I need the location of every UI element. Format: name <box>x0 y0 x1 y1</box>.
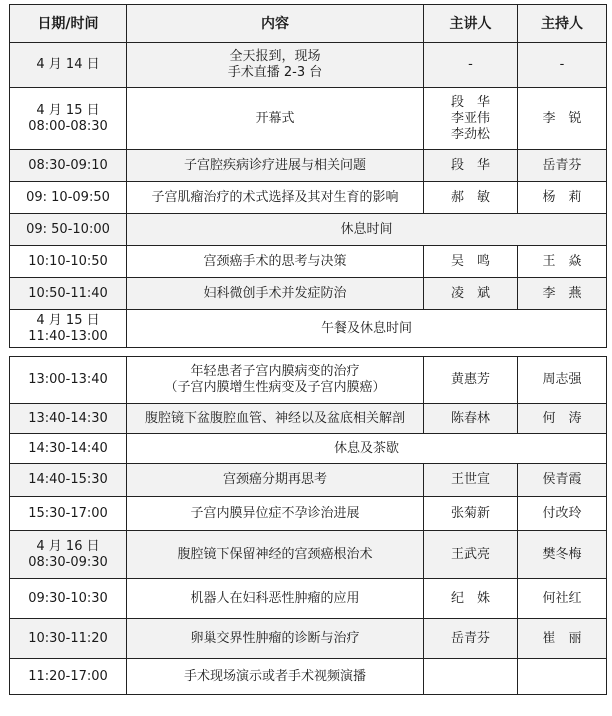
host-cell: - <box>518 43 607 88</box>
content-line: 手术直播 2-3 台 <box>227 65 323 80</box>
table-row <box>10 150 607 182</box>
content-cell: 手术现场演示或者手术视频演播 <box>127 659 424 695</box>
host-cell: 岳青芬 <box>518 150 607 182</box>
speaker-cell <box>424 88 518 150</box>
header-date: 日期/时间 <box>10 5 127 43</box>
date-cell: 08:30-09:10 <box>10 150 127 182</box>
schedule-table-top <box>9 4 607 348</box>
date-cell: 13:00-13:40 <box>10 357 127 404</box>
date-cell <box>10 310 127 348</box>
header-host: 主持人 <box>518 5 607 43</box>
date-line: 4 月 16 日 <box>36 538 100 554</box>
speaker-cell: 黄惠芳 <box>424 357 518 404</box>
content-cell: 腹腔镜下盆腹腔血管、神经以及盆底相关解剖 <box>127 404 424 434</box>
table-row <box>10 278 607 310</box>
host-cell: 何社红 <box>518 579 607 619</box>
date-cell <box>10 88 127 150</box>
speaker-cell: 凌 斌 <box>424 278 518 310</box>
content-cell: 子宫内膜异位症不孕诊治进展 <box>127 497 424 531</box>
date-line: 4 月 15 日 <box>36 102 100 118</box>
speaker-cell: 郝 敏 <box>424 182 518 214</box>
table-row <box>10 182 607 214</box>
table-row <box>10 88 607 150</box>
speaker-cell: 段 华 <box>424 150 518 182</box>
date-line: 4 月 15 日 <box>36 312 100 328</box>
date-cell: 14:30-14:40 <box>10 434 127 464</box>
date-cell: 10:30-11:20 <box>10 619 127 659</box>
content-cell <box>127 357 424 404</box>
table-row <box>10 619 607 659</box>
content-cell: 卵巢交界性肿瘤的诊断与治疗 <box>127 619 424 659</box>
host-cell <box>518 659 607 695</box>
content-cell: 宫颈癌手术的思考与决策 <box>127 246 424 278</box>
time-line: 11:40-13:00 <box>28 328 108 344</box>
host-cell: 李 锐 <box>518 88 607 150</box>
table-row <box>10 434 607 464</box>
header-row <box>10 5 607 43</box>
host-cell: 王 焱 <box>518 246 607 278</box>
content-cell: 机器人在妇科恶性肿瘤的应用 <box>127 579 424 619</box>
break-cell: 休息及茶歇 <box>127 434 607 464</box>
table-row <box>10 579 607 619</box>
speaker-cell: 岳青芬 <box>424 619 518 659</box>
date-cell: 09: 50-10:00 <box>10 214 127 246</box>
table-row <box>10 43 607 88</box>
date-cell: 13:40-14:30 <box>10 404 127 434</box>
speaker-line: 段 华 <box>450 94 490 110</box>
header-content: 内容 <box>127 5 424 43</box>
date-cell: 10:50-11:40 <box>10 278 127 310</box>
host-cell: 周志强 <box>518 357 607 404</box>
time-line: 08:30-09:30 <box>28 554 108 570</box>
speaker-cell: 陈春林 <box>424 404 518 434</box>
date-cell: 09: 10-09:50 <box>10 182 127 214</box>
table-row <box>10 357 607 404</box>
content-cell: 开幕式 <box>127 88 424 150</box>
host-cell: 付改玲 <box>518 497 607 531</box>
date-cell: 15:30-17:00 <box>10 497 127 531</box>
host-cell: 何 涛 <box>518 404 607 434</box>
content-cell: 子宫肌瘤治疗的术式选择及其对生育的影响 <box>127 182 424 214</box>
speaker-cell: 张菊新 <box>424 497 518 531</box>
speaker-cell <box>424 659 518 695</box>
table-row <box>10 531 607 579</box>
content-line: 年轻患者子宫内膜病变的治疗 <box>190 364 360 379</box>
schedule-table-bottom <box>9 356 607 695</box>
time-line: 08:00-08:30 <box>28 118 108 134</box>
break-cell: 午餐及休息时间 <box>127 310 607 348</box>
table-row <box>10 497 607 531</box>
content-cell <box>127 43 424 88</box>
host-cell: 崔 丽 <box>518 619 607 659</box>
host-cell: 侯青霞 <box>518 464 607 497</box>
date-cell: 10:10-10:50 <box>10 246 127 278</box>
speaker-cell: 纪 姝 <box>424 579 518 619</box>
content-cell: 子宫腔疾病诊疗进展与相关问题 <box>127 150 424 182</box>
date-cell: 4 月 14 日 <box>10 43 127 88</box>
content-line: （子宫内膜增生性病变及子宫内膜癌） <box>164 380 386 395</box>
host-cell: 李 燕 <box>518 278 607 310</box>
header-speaker: 主讲人 <box>424 5 518 43</box>
table-row <box>10 214 607 246</box>
date-cell: 09:30-10:30 <box>10 579 127 619</box>
table-row <box>10 464 607 497</box>
date-cell: 11:20-17:00 <box>10 659 127 695</box>
table-row <box>10 404 607 434</box>
content-cell: 妇科微创手术并发症防治 <box>127 278 424 310</box>
content-line: 全天报到，现场 <box>229 49 321 64</box>
speaker-line: 李劲松 <box>450 126 490 142</box>
table-row <box>10 246 607 278</box>
content-cell: 宫颈癌分期再思考 <box>127 464 424 497</box>
speaker-cell: - <box>424 43 518 88</box>
date-cell: 14:40-15:30 <box>10 464 127 497</box>
speaker-cell: 王武亮 <box>424 531 518 579</box>
content-cell: 腹腔镜下保留神经的宫颈癌根治术 <box>127 531 424 579</box>
speaker-cell: 王世宣 <box>424 464 518 497</box>
host-cell: 杨 莉 <box>518 182 607 214</box>
speaker-cell: 吴 鸣 <box>424 246 518 278</box>
table-row <box>10 310 607 348</box>
speaker-line: 李亚伟 <box>450 110 490 126</box>
table-row <box>10 659 607 695</box>
break-cell: 休息时间 <box>127 214 607 246</box>
date-cell <box>10 531 127 579</box>
host-cell: 樊冬梅 <box>518 531 607 579</box>
